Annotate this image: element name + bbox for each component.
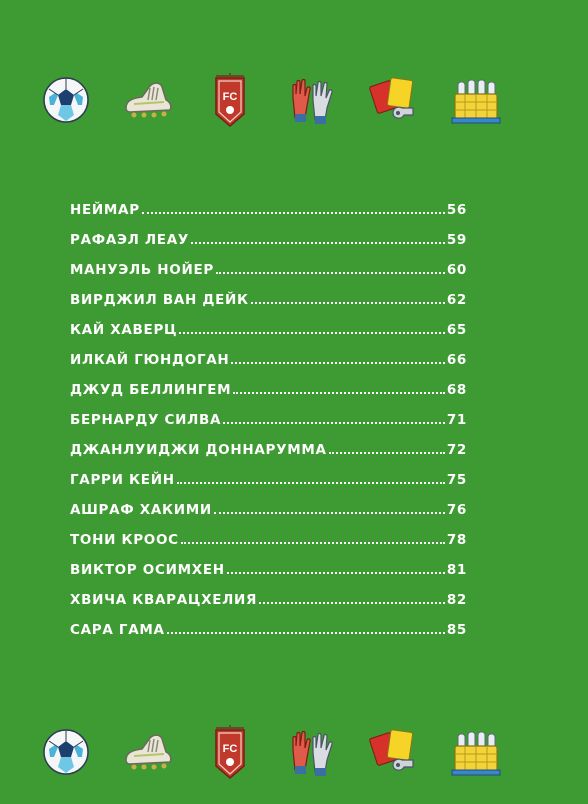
referee-cards-whistle-icon bbox=[364, 70, 424, 130]
toc-entry-name: САРА ГАМА bbox=[70, 622, 165, 638]
toc-entry-name: ДЖАНЛУИДЖИ ДОННАРУММА bbox=[70, 442, 327, 458]
toc-entry-page: 66 bbox=[446, 352, 467, 368]
pennant-label: FC bbox=[222, 91, 238, 103]
toc-entry-page: 76 bbox=[446, 502, 467, 518]
toc-entry[interactable] bbox=[70, 492, 467, 522]
dot-leader bbox=[179, 331, 445, 334]
goalkeeper-gloves-icon bbox=[282, 70, 342, 130]
football-boot-icon bbox=[118, 70, 178, 130]
toc-entry-page: 78 bbox=[446, 532, 467, 548]
toc-entry-name: КАЙ ХАВЕРЦ bbox=[70, 322, 178, 338]
top-icon-row bbox=[36, 68, 506, 132]
toc-entry-page: 62 bbox=[446, 292, 467, 308]
toc-entry[interactable] bbox=[70, 582, 467, 612]
soccer-ball-icon bbox=[36, 722, 96, 782]
toc-entry[interactable] bbox=[70, 372, 467, 402]
toc-entry-name: ИЛКАЙ ГЮНДОГАН bbox=[70, 352, 230, 368]
toc-entry-page: 72 bbox=[446, 442, 467, 458]
toc-entry-name: АШРАФ ХАКИМИ bbox=[70, 502, 212, 518]
toc-entry[interactable] bbox=[70, 312, 467, 342]
toc-entry[interactable] bbox=[70, 612, 467, 642]
toc-entry-page: 81 bbox=[446, 562, 467, 578]
dot-leader bbox=[216, 271, 445, 274]
dot-leader bbox=[251, 301, 445, 304]
toc-entry[interactable] bbox=[70, 222, 467, 252]
soccer-ball-icon bbox=[36, 70, 96, 130]
football-boot-icon bbox=[118, 722, 178, 782]
dot-leader bbox=[233, 391, 445, 394]
toc-entry-page: 75 bbox=[446, 472, 467, 488]
water-bottles-crate-icon bbox=[446, 722, 506, 782]
toc-entry[interactable] bbox=[70, 462, 467, 492]
toc-entry[interactable] bbox=[70, 402, 467, 432]
goalkeeper-gloves-icon bbox=[282, 722, 342, 782]
toc-entry-name: МАНУЭЛЬ НОЙЕР bbox=[70, 262, 214, 278]
toc-entry-page: 65 bbox=[446, 322, 467, 338]
toc-entry[interactable] bbox=[70, 192, 467, 222]
toc-entry-page: 59 bbox=[446, 232, 467, 248]
toc-entry-name: ДЖУД БЕЛЛИНГЕМ bbox=[70, 382, 232, 398]
fc-pennant-icon bbox=[200, 70, 260, 130]
dot-leader bbox=[181, 541, 445, 544]
toc-entry[interactable] bbox=[70, 552, 467, 582]
water-bottles-crate-icon bbox=[446, 70, 506, 130]
dot-leader bbox=[329, 451, 445, 454]
dot-leader bbox=[177, 481, 445, 484]
dot-leader bbox=[231, 361, 444, 364]
toc-entry-page: 56 bbox=[446, 202, 467, 218]
dot-leader bbox=[142, 211, 445, 214]
dot-leader bbox=[223, 421, 445, 424]
dot-leader bbox=[227, 571, 445, 574]
toc-entry-name: БЕРНАРДУ СИЛВА bbox=[70, 412, 222, 428]
toc-entry[interactable] bbox=[70, 432, 467, 462]
toc-entry-name: ГАРРИ КЕЙН bbox=[70, 472, 175, 488]
dot-leader bbox=[214, 511, 445, 514]
toc-entry-name: ВИРДЖИЛ ВАН ДЕЙК bbox=[70, 292, 249, 308]
toc-entry-page: 60 bbox=[446, 262, 467, 278]
pennant-label: FC bbox=[222, 743, 238, 755]
toc-entry-page: 85 bbox=[446, 622, 467, 638]
toc-entry[interactable] bbox=[70, 522, 467, 552]
toc-entry-name: ВИКТОР ОСИМХЕН bbox=[70, 562, 225, 578]
toc-entry[interactable] bbox=[70, 282, 467, 312]
toc-entry-name: ХВИЧА КВАРАЦХЕЛИЯ bbox=[70, 592, 258, 608]
dot-leader bbox=[167, 631, 445, 634]
dot-leader bbox=[191, 241, 445, 244]
toc-entry-name: НЕЙМАР bbox=[70, 202, 140, 218]
toc-entry-name: РАФАЭЛ ЛЕАУ bbox=[70, 232, 189, 248]
bottom-icon-row bbox=[36, 720, 506, 784]
toc-entry-page: 82 bbox=[446, 592, 467, 608]
toc-entry-page: 71 bbox=[446, 412, 467, 428]
toc-entry[interactable] bbox=[70, 252, 467, 282]
table-of-contents bbox=[70, 192, 467, 642]
toc-entry-page: 68 bbox=[446, 382, 467, 398]
toc-entry[interactable] bbox=[70, 342, 467, 372]
fc-pennant-icon bbox=[200, 722, 260, 782]
toc-entry-name: ТОНИ КРООС bbox=[70, 532, 179, 548]
dot-leader bbox=[259, 601, 445, 604]
referee-cards-whistle-icon bbox=[364, 722, 424, 782]
